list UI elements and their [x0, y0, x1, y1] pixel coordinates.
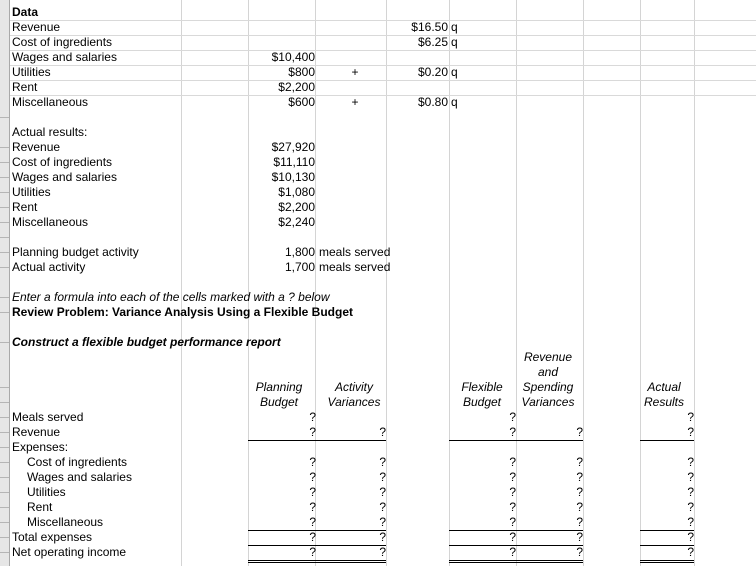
report-row-rent[interactable]: [10, 500, 756, 515]
flexible-cell[interactable]: ?: [449, 425, 516, 441]
data-row-fixed: $800: [288, 65, 315, 79]
formula-note-row[interactable]: [10, 290, 756, 305]
construct-title: Construct a flexible budget performance report: [12, 335, 281, 349]
spending-cell[interactable]: ?: [576, 455, 583, 469]
report-row-label: Revenue: [12, 425, 61, 439]
flexible-cell[interactable]: ?: [449, 545, 516, 563]
actual-cell[interactable]: ?: [640, 545, 694, 563]
planning-cell[interactable]: ?: [309, 500, 316, 514]
activity-cell[interactable]: ?: [315, 545, 386, 563]
flexible-cell[interactable]: ?: [509, 470, 516, 484]
header-flexible: Budget: [462, 395, 502, 409]
report-row-revenue[interactable]: [10, 425, 756, 440]
activity-cell[interactable]: ?: [379, 455, 386, 469]
planning-cell[interactable]: ?: [309, 485, 316, 499]
spending-cell[interactable]: ?: [516, 425, 583, 441]
header-activity: Activity: [334, 380, 373, 394]
report-row-label: Utilities: [27, 485, 66, 499]
data-row-variable: $0.20: [417, 65, 448, 79]
report-header-row-2[interactable]: [10, 365, 756, 380]
actual-row-value: $2,240: [278, 215, 315, 229]
flexible-cell[interactable]: ?: [449, 515, 516, 531]
actual-activity-label: Actual activity: [12, 260, 86, 274]
data-row-fixed: $600: [288, 95, 315, 109]
report-header-row-4[interactable]: [10, 395, 756, 410]
report-row-wages[interactable]: [10, 470, 756, 485]
spending-cell[interactable]: ?: [576, 470, 583, 484]
report-row-utilities[interactable]: [10, 485, 756, 500]
planning-cell[interactable]: ?: [309, 470, 316, 484]
header-planning: Planning: [255, 380, 303, 394]
formula-note: Enter a formula into each of the cells marked with a ? below: [12, 290, 330, 304]
report-header-row-3[interactable]: [10, 380, 756, 395]
actual-cell[interactable]: ?: [687, 470, 694, 484]
data-row-variable: $6.25: [417, 35, 448, 49]
spending-cell[interactable]: [516, 410, 583, 425]
actual-row-revenue[interactable]: [10, 140, 756, 155]
activity-cell[interactable]: ?: [379, 485, 386, 499]
row-header-strip[interactable]: [0, 0, 10, 566]
report-row-misc[interactable]: [10, 515, 756, 530]
data-row-variable: [390, 50, 448, 65]
activity-cell[interactable]: ?: [379, 500, 386, 514]
header-revenue-spending: Revenue: [523, 350, 573, 364]
flexible-cell[interactable]: ?: [509, 485, 516, 499]
data-row-cost[interactable]: [10, 35, 756, 50]
actual-row-label: Utilities: [12, 185, 51, 199]
report-row-expenses[interactable]: [10, 440, 756, 455]
actual-heading: Actual results:: [12, 125, 88, 139]
report-row-label: Cost of ingredients: [27, 455, 128, 469]
data-row-variable: [390, 80, 448, 95]
actual-row-misc[interactable]: [10, 215, 756, 230]
planning-cell[interactable]: ?: [248, 425, 316, 441]
planning-activity-value: 1,800: [284, 245, 315, 259]
actual-row-label: Wages and salaries: [12, 170, 117, 184]
planning-activity-unit: meals served: [319, 245, 391, 259]
data-row-label: Utilities: [12, 65, 51, 79]
planning-activity-label: Planning budget activity: [12, 245, 139, 259]
report-row-meals[interactable]: [10, 410, 756, 425]
header-revenue-spending: Spending: [522, 380, 574, 394]
header-revenue-spending: and: [537, 365, 559, 379]
actual-row-cost[interactable]: [10, 155, 756, 170]
header-actual: Actual: [647, 380, 681, 394]
actual-row-value: $27,920: [271, 140, 315, 154]
data-row-label: Rent: [12, 80, 38, 94]
actual-row-rent[interactable]: [10, 200, 756, 215]
data-row-label: Miscellaneous: [12, 95, 89, 109]
planning-cell[interactable]: ?: [248, 530, 316, 546]
report-row-label: Meals served: [12, 410, 84, 424]
data-row-plus: +: [351, 95, 359, 109]
report-row-label: Miscellaneous: [27, 515, 104, 529]
data-row-plus: [345, 80, 365, 95]
activity-cell[interactable]: ?: [315, 425, 386, 441]
data-heading: Data: [12, 5, 39, 19]
spending-cell[interactable]: ?: [576, 485, 583, 499]
flexible-cell[interactable]: ?: [509, 500, 516, 514]
actual-cell[interactable]: ?: [687, 410, 694, 424]
flexible-cell[interactable]: ?: [509, 455, 516, 469]
data-row-plus: +: [351, 65, 359, 79]
report-row-noi[interactable]: [10, 545, 756, 560]
data-heading-row[interactable]: [10, 5, 756, 20]
data-row-rent[interactable]: [10, 80, 756, 95]
data-row-utilities[interactable]: [10, 65, 756, 80]
actual-cell[interactable]: ?: [640, 425, 694, 441]
actual-row-utilities[interactable]: [10, 185, 756, 200]
activity-cell[interactable]: ?: [315, 515, 386, 531]
actual-row-value: $2,200: [278, 200, 315, 214]
report-row-label: Expenses:: [12, 440, 69, 454]
actual-activity-unit: meals served: [319, 260, 391, 274]
data-row-fixed: [250, 20, 315, 35]
actual-cell[interactable]: ?: [687, 455, 694, 469]
data-row-plus: [345, 20, 365, 35]
data-row-fixed: [250, 35, 315, 50]
data-row-plus: [345, 35, 365, 50]
review-title-row[interactable]: [10, 305, 756, 320]
report-row-cost[interactable]: [10, 455, 756, 470]
activity-cell[interactable]: [315, 410, 386, 425]
actual-cell[interactable]: ?: [687, 485, 694, 499]
actual-row-label: Cost of ingredients: [12, 155, 113, 169]
report-header-row-1[interactable]: [10, 350, 756, 365]
report-row-total[interactable]: [10, 530, 756, 545]
data-row-unit: q: [451, 20, 458, 34]
actual-row-value: $11,110: [273, 155, 315, 169]
data-row-revenue[interactable]: [10, 20, 756, 35]
activity-cell[interactable]: ?: [379, 470, 386, 484]
header-planning: Budget: [259, 395, 299, 409]
actual-cell[interactable]: ?: [687, 500, 694, 514]
report-row-label: Total expenses: [12, 530, 93, 544]
spending-cell[interactable]: ?: [516, 530, 583, 546]
activity-cell[interactable]: ?: [315, 530, 386, 546]
construct-title-row[interactable]: [10, 335, 756, 350]
actual-activity-value: 1,700: [284, 260, 315, 274]
actual-row-label: Miscellaneous: [12, 215, 89, 229]
header-flexible: Flexible: [461, 380, 503, 394]
data-row-misc[interactable]: [10, 95, 756, 110]
spending-cell[interactable]: ?: [516, 515, 583, 531]
actual-row-value: $10,130: [271, 170, 315, 184]
data-row-unit: q: [451, 95, 458, 109]
actual-heading-row[interactable]: [10, 125, 756, 140]
planning-cell[interactable]: ?: [309, 410, 316, 424]
data-row-fixed: $10,400: [271, 50, 315, 64]
planning-cell[interactable]: ?: [309, 455, 316, 469]
data-row-label: Cost of ingredients: [12, 35, 113, 49]
report-row-label: Rent: [27, 500, 53, 514]
spending-cell[interactable]: ?: [576, 500, 583, 514]
header-activity: Variances: [327, 395, 381, 409]
data-row-label: Wages and salaries: [12, 50, 117, 64]
actual-row-label: Revenue: [12, 140, 61, 154]
flexible-cell[interactable]: ?: [509, 410, 516, 424]
planning-cell[interactable]: ?: [248, 545, 316, 563]
data-row-variable: $16.50: [411, 20, 448, 34]
data-row-fixed: $2,200: [278, 80, 315, 94]
data-row-unit: q: [451, 65, 458, 79]
data-row-variable: $0.80: [417, 95, 448, 109]
header-revenue-spending: Variances: [521, 395, 575, 409]
flexible-cell[interactable]: ?: [449, 530, 516, 546]
actual-cell[interactable]: ?: [640, 515, 694, 531]
planning-cell[interactable]: ?: [248, 515, 316, 531]
data-row-label: Revenue: [12, 20, 61, 34]
report-row-label: Wages and salaries: [27, 470, 132, 484]
actual-cell[interactable]: ?: [640, 530, 694, 546]
spending-cell[interactable]: ?: [516, 545, 583, 563]
data-row-plus: [345, 50, 365, 65]
review-title: Review Problem: Variance Analysis Using a Flexible Budget: [12, 305, 354, 319]
report-row-label: Net operating income: [12, 545, 127, 559]
planning-activity-row[interactable]: [10, 245, 756, 260]
actual-row-wages[interactable]: [10, 170, 756, 185]
header-actual: Results: [643, 395, 684, 409]
actual-activity-row[interactable]: [10, 260, 756, 275]
data-row-wages[interactable]: [10, 50, 756, 65]
actual-row-value: $1,080: [278, 185, 315, 199]
data-row-unit: q: [451, 35, 458, 49]
actual-row-label: Rent: [12, 200, 38, 214]
